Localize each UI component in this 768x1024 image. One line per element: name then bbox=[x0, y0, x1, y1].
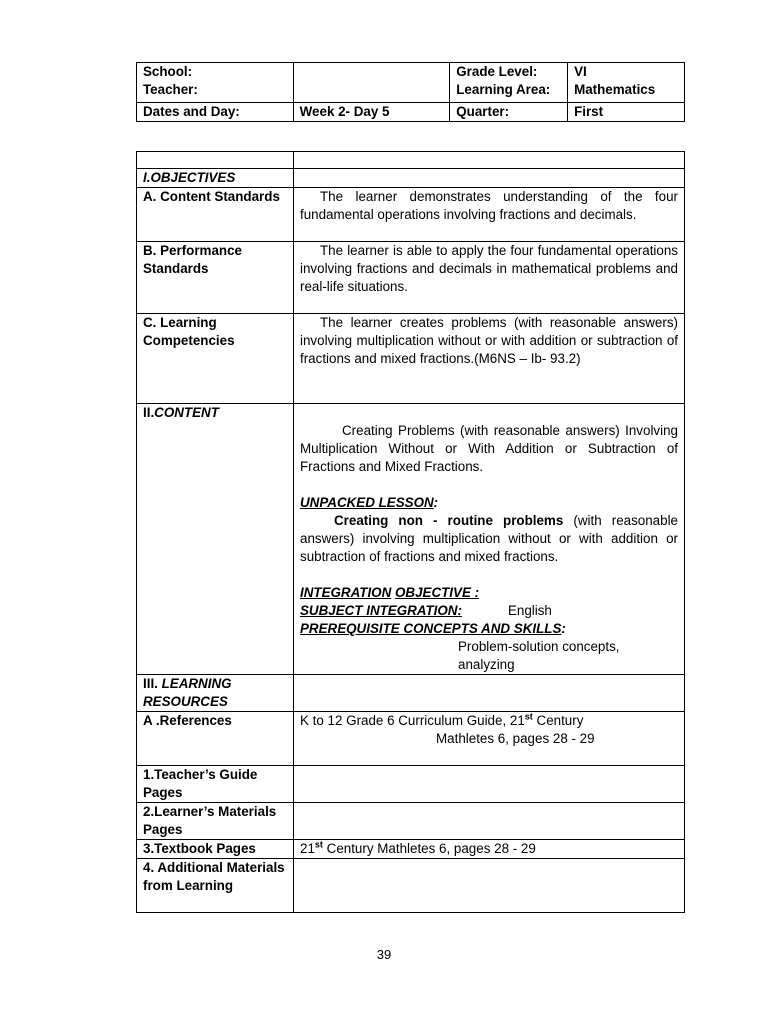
unpacked-lesson-bold: Creating non - routine problems bbox=[334, 513, 564, 528]
references-text-c: Mathletes 6, pages 28 - 29 bbox=[436, 731, 595, 746]
content-text: Creating Problems (with reasonable answers) Involving Multiplication Without or With Addition or Subtraction of Fractions and Mixed Fractions. bbox=[300, 423, 678, 474]
teacher-label: Teacher: bbox=[143, 82, 198, 97]
teachers-guide-label: 1.Teacher’s Guide Pages bbox=[137, 766, 294, 803]
prerequisite-line-1: Problem-solution concepts, bbox=[458, 639, 620, 654]
quarter-value: First bbox=[568, 103, 685, 122]
subject-integration-value: English bbox=[507, 603, 552, 618]
grade-area-values bbox=[568, 63, 685, 103]
page-number: 39 bbox=[376, 947, 392, 962]
area-label: Learning Area: bbox=[456, 82, 551, 97]
school-label: School: bbox=[143, 64, 193, 79]
content-cell: Creating Problems (with reasonable answers) Involving Multiplication Without or With Addition or Subtraction of Fractions and Mixed Fractions. UNPACKED LESSON: Creating non - routine problems (with reasonable answers) involving multiplication without or with addition or subtraction of fractions and mixed fractions. INTEGRATION OBJECTIVE : SUBJECT INTEGRATION: English PREREQUISITE CONCEPTS AND SKILLS: Problem-solution concepts, analyzing bbox=[294, 404, 685, 675]
content-label-italic: CONTENT bbox=[154, 405, 219, 420]
unpacked-lesson-text: (with reasonable answers) involving multiplication without or with addition or subtraction of fractions and mixed fractions. bbox=[300, 513, 678, 564]
grade-area-labels bbox=[450, 63, 568, 103]
additional-materials-label: 4. Additional Materials from Learning bbox=[137, 859, 294, 913]
textbook-cell bbox=[294, 840, 685, 859]
learning-competencies-text: The learner creates problems (with reasonable answers) involving multiplication without or with addition or subtraction of fractions and mixed fractions.(M6NS – Ib- 93.2) bbox=[294, 314, 685, 404]
grade-value: VI bbox=[574, 64, 587, 79]
learning-competencies-label: C. Learning Competencies bbox=[137, 314, 294, 404]
references-label: A .References bbox=[137, 712, 294, 766]
learners-materials-value bbox=[294, 803, 685, 840]
content-label bbox=[137, 404, 294, 675]
dates-value: Week 2- Day 5 bbox=[293, 103, 450, 122]
teachers-guide-value bbox=[294, 766, 685, 803]
references-sup: st bbox=[524, 711, 533, 722]
performance-standards-label: B. Performance Standards bbox=[137, 242, 294, 314]
prerequisite-label: PREREQUISITE CONCEPTS AND SKILLS bbox=[300, 621, 562, 636]
integration-label-b: OBJECTIVE bbox=[394, 585, 471, 600]
grade-label: Grade Level: bbox=[456, 64, 538, 79]
school-teacher-labels bbox=[137, 63, 294, 103]
blank-cell-left bbox=[137, 152, 294, 169]
prerequisite-line-2: analyzing bbox=[458, 657, 515, 672]
textbook-label: 3.Textbook Pages bbox=[137, 840, 294, 859]
subject-integration-label: SUBJECT INTEGRATION: bbox=[300, 603, 462, 618]
learners-materials-label: 2.Learner’s Materials Pages bbox=[137, 803, 294, 840]
textbook-text-b: Century Mathletes 6, pages 28 - 29 bbox=[322, 841, 536, 856]
learning-resources-prefix: III. bbox=[143, 676, 162, 691]
objectives-heading: I.OBJECTIVES bbox=[137, 169, 294, 188]
learning-resources-heading bbox=[137, 675, 294, 712]
performance-standards-text: The learner is able to apply the four fundamental operations involving fractions and decimals in mathematical problems and real-life situations. bbox=[294, 242, 685, 314]
content-standards-text: The learner demonstrates understanding of the four fundamental operations involving fractions and decimals. bbox=[294, 188, 685, 242]
textbook-sup: st bbox=[314, 839, 323, 850]
content-standards-label: A. Content Standards bbox=[137, 188, 294, 242]
learning-resources-italic: LEARNING RESOURCES bbox=[143, 676, 232, 709]
objectives-heading-value bbox=[294, 169, 685, 188]
blank-cell-right bbox=[294, 152, 685, 169]
references-text-a: K to 12 Grade 6 Curriculum Guide, 21 bbox=[300, 713, 525, 728]
unpacked-lesson-heading: UNPACKED LESSON bbox=[300, 495, 434, 510]
content-label-prefix: II. bbox=[143, 405, 155, 420]
area-value: Mathematics bbox=[574, 82, 656, 97]
textbook-text-a: 21 bbox=[300, 841, 315, 856]
additional-materials-value bbox=[294, 859, 685, 913]
lesson-plan-table bbox=[136, 151, 685, 913]
integration-label-a: INTEGRATION bbox=[300, 585, 392, 600]
learning-resources-value bbox=[294, 675, 685, 712]
references-cell bbox=[294, 712, 685, 766]
dates-label: Dates and Day: bbox=[137, 103, 294, 122]
school-teacher-value bbox=[293, 63, 450, 103]
references-text-b: Century bbox=[532, 713, 584, 728]
quarter-label: Quarter: bbox=[450, 103, 568, 122]
header-table bbox=[136, 62, 685, 122]
